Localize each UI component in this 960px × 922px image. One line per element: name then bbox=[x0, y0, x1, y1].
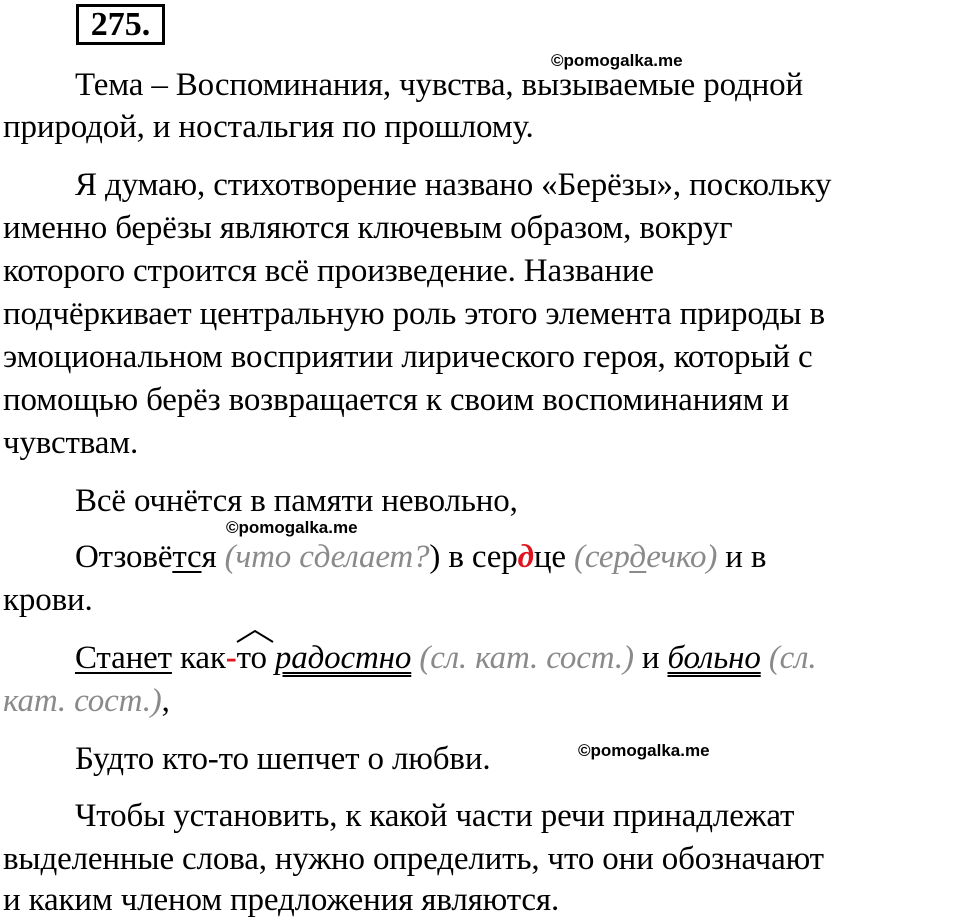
paragraph-line: Я думаю, стихотворение названо «Берёзы», поскольку bbox=[75, 167, 832, 203]
grammar-note: (сл. кат. сост.) bbox=[419, 640, 634, 676]
paragraph-line: которого строится всё произведение. Название bbox=[3, 253, 654, 289]
watermark: ©pomogalka.me bbox=[226, 518, 358, 537]
poem-line bbox=[75, 537, 766, 577]
highlighted-hyphen: - bbox=[225, 640, 237, 676]
double-underlined-word: больно bbox=[667, 640, 761, 676]
watermark: ©pomogalka.me bbox=[551, 51, 683, 70]
paragraph-line: чувствам. bbox=[3, 425, 139, 461]
highlighted-letter: д bbox=[517, 539, 534, 575]
paragraph-line: природой, и ностальгия по прошлому. bbox=[3, 109, 534, 145]
word: це bbox=[533, 539, 574, 575]
paragraph-line: Чтобы установить, к какой части речи принадлежат bbox=[75, 798, 795, 834]
suffix-arc-icon bbox=[235, 628, 275, 644]
poem-line bbox=[3, 681, 170, 721]
word: я bbox=[201, 539, 217, 575]
word: ) bbox=[429, 539, 441, 575]
underlined-word: Станет bbox=[75, 640, 172, 676]
grammar-note: кат. сост.) bbox=[3, 683, 162, 719]
watermark: ©pomogalka.me bbox=[578, 741, 710, 760]
task-number: 275. bbox=[76, 4, 165, 45]
paragraph-line: помощью берёз возвращается к своим воспоминаниям и bbox=[3, 382, 790, 418]
paragraph-line: выделенные слова, нужно определить, что они обозначают bbox=[3, 841, 824, 877]
grammar-note: (сл. bbox=[768, 640, 817, 676]
word: Отзовё bbox=[75, 539, 173, 575]
paragraph-line: Тема – Воспоминания, чувства, вызываемые родной bbox=[75, 67, 804, 103]
double-underlined-word: радостно bbox=[274, 640, 412, 676]
paragraph-line: и каким членом предложения являются. bbox=[3, 882, 560, 918]
underlined-letters: тс bbox=[172, 539, 202, 575]
word: и bbox=[633, 640, 668, 676]
suffix-mark: то bbox=[237, 638, 267, 678]
word: как bbox=[171, 640, 226, 676]
poem-line: крови. bbox=[3, 582, 93, 618]
paragraph-line: именно берёзы являются ключевым образом, вокруг bbox=[3, 210, 733, 246]
paragraph-line: эмоциональном восприятии лирического героя, который с bbox=[3, 339, 813, 375]
check-word-note: (сердечко) bbox=[574, 539, 718, 575]
poem-line: Всё очнётся в памяти невольно, bbox=[75, 483, 518, 519]
word: в сер bbox=[440, 539, 518, 575]
poem-line: Будто кто-то шепчет о любви. bbox=[75, 741, 491, 777]
word: и в bbox=[717, 539, 767, 575]
question-note: (что сделает? bbox=[224, 539, 430, 575]
poem-line bbox=[75, 638, 817, 678]
paragraph-line: подчёркивает центральную роль этого элемента природы в bbox=[3, 296, 825, 332]
word: , bbox=[161, 683, 170, 719]
